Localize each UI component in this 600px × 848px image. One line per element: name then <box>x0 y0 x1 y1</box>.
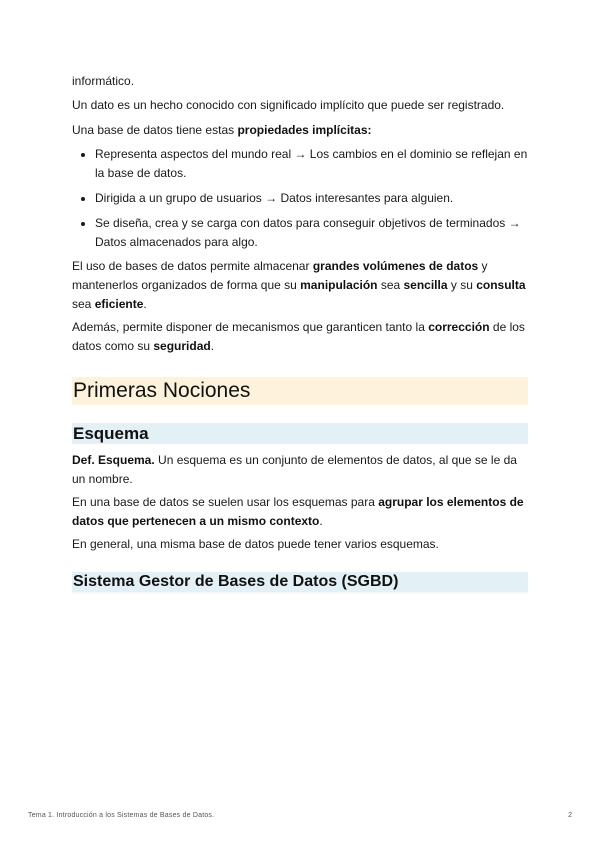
bold-text: propiedades implícitas: <box>237 123 372 137</box>
heading-esquema: Esquema <box>72 423 528 444</box>
text: sea <box>72 297 95 311</box>
heading-underline <box>72 592 528 594</box>
paragraph-mecanismos <box>72 318 528 356</box>
paragraph-continuation: informático. <box>72 74 135 88</box>
bold-text: consulta <box>476 278 526 292</box>
bold-text: corrección <box>428 320 490 334</box>
bold-text: Def. Esquema. <box>72 453 155 467</box>
text: Una base de datos tiene estas <box>72 123 238 137</box>
bold-text: manipulación <box>300 278 378 292</box>
text: El uso de bases de datos permite almacenar <box>72 259 313 273</box>
bold-text: sencilla <box>403 278 448 292</box>
text: . <box>210 339 215 353</box>
page-number: 2 <box>568 812 572 819</box>
footer-title: Tema 1. Introducción a los Sistemas de Bases de Datos. <box>28 812 215 819</box>
text: Además, permite disponer de mecanismos que garanticen tanto la <box>72 320 429 334</box>
paragraph-propiedades <box>72 121 372 140</box>
paragraph-def-esquema <box>72 451 528 489</box>
text: . <box>143 297 147 311</box>
bold-text: eficiente <box>94 297 144 311</box>
text: sea <box>377 278 404 292</box>
paragraph-agrupar <box>72 493 528 531</box>
list-item: Dirigida a un grupo de usuarios → Datos interesantes para alguien. <box>95 189 528 208</box>
paragraph-varios-esquemas: En general, una misma base de datos puede tener varios esquemas. <box>72 537 439 551</box>
paragraph-dato-definition: Un dato es un hecho conocido con significado implícito que puede ser registrado. <box>72 98 505 112</box>
text: . <box>319 514 323 528</box>
bold-text: grandes volúmenes de datos <box>312 259 479 273</box>
text: En una base de datos se suelen usar los esquemas para <box>72 495 379 509</box>
heading-sgbd: Sistema Gestor de Bases de Datos (SGBD) <box>72 572 528 592</box>
list-item: Se diseña, crea y se carga con datos para conseguir objetivos de terminados → Datos almacenados para algo. <box>95 214 528 252</box>
paragraph-uso-bases-datos <box>72 257 528 314</box>
text: de los datos como su <box>72 320 525 353</box>
text: y mantenerlos organizados de forma que su <box>72 259 488 292</box>
propiedades-list <box>72 145 528 258</box>
bold-text: seguridad <box>153 339 211 353</box>
text: Un esquema es un conjunto de elementos de datos, al que se le da un nombre. <box>72 453 517 486</box>
heading-primeras-nociones: Primeras Nociones <box>72 377 528 405</box>
text: y su <box>447 278 477 292</box>
bold-text: agrupar los elementos de datos que pertenecen a un mismo contexto <box>72 495 524 528</box>
list-item: Representa aspectos del mundo real → Los cambios en el dominio se reflejan en la base de datos. <box>95 145 528 183</box>
